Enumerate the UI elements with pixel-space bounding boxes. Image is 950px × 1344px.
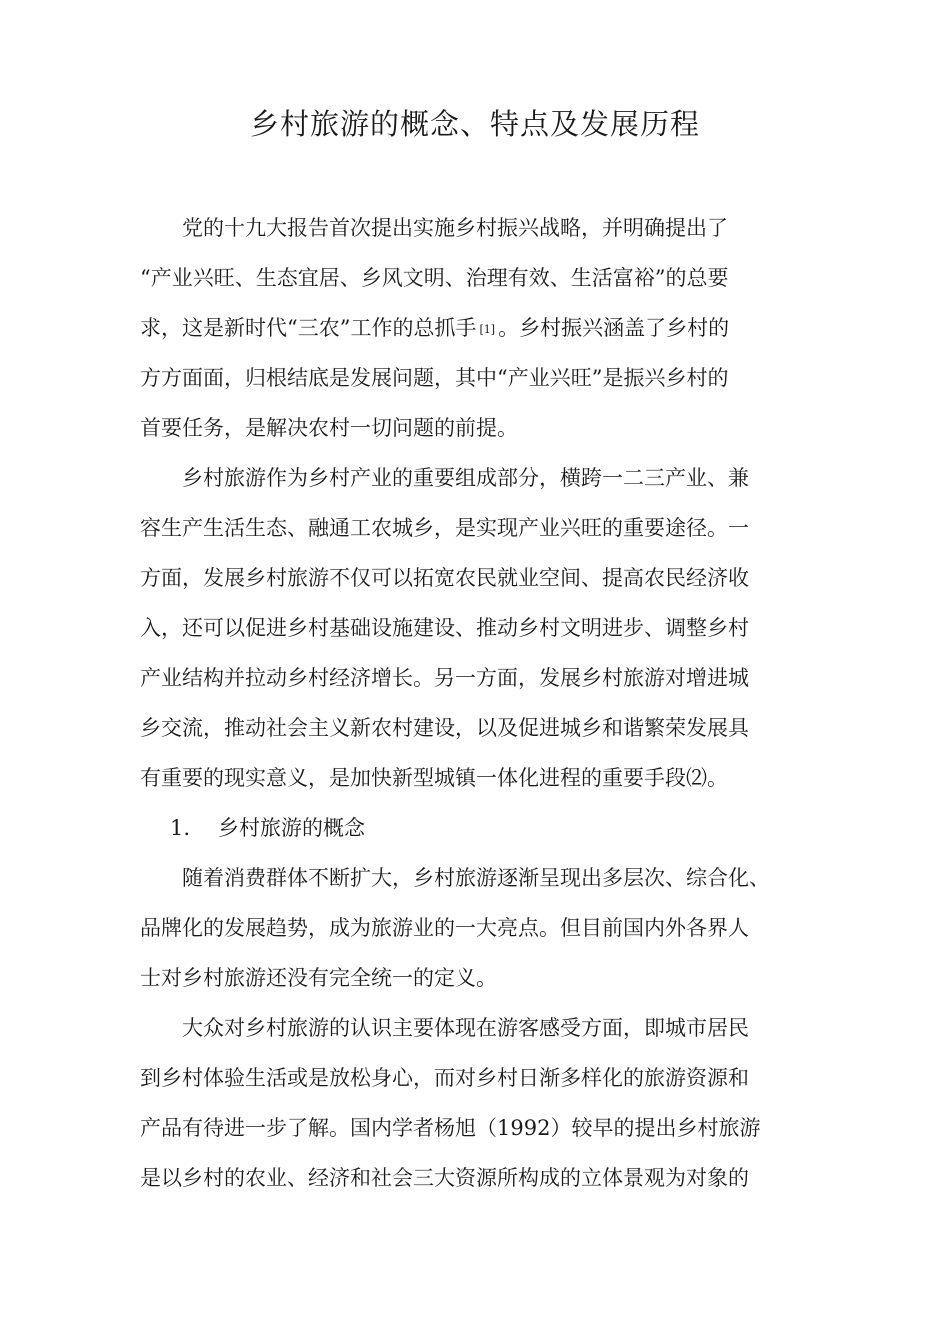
- paragraph-line: 乡交流，推动社会主义新农村建设，以及促进城乡和谐繁荣发展具: [140, 716, 749, 740]
- paragraph-line-with-footnote: [140, 303, 812, 353]
- paragraph-line: 乡村旅游作为乡村产业的重要组成部分，横跨一二三产业、兼: [182, 466, 749, 490]
- paragraph-line: 随着消费群体不断扩大，乡村旅游逐渐呈现出多层次、综合化、: [182, 866, 770, 890]
- paragraph-line: 有重要的现实意义，是加快新型城镇一体化进程的重要手段⑵。: [140, 766, 728, 790]
- footnote-marker: [1]: [479, 323, 496, 336]
- document-body: [140, 203, 812, 1203]
- paragraph-line: “产业兴旺、生态宜居、乡风文明、治理有效、生活富裕”的总要: [140, 266, 729, 290]
- paragraph-line: 党的十九大报告首次提出实施乡村振兴战略，并明确提出了: [182, 216, 728, 240]
- section-number: 1.: [170, 816, 191, 840]
- line-text: 求，这是新时代“三农”工作的总抓手: [140, 316, 477, 340]
- section-heading: [140, 803, 812, 853]
- line-text: 。乡村振兴涵盖了乡村的: [498, 316, 730, 340]
- paragraph-line: 首要任务，是解决农村一切问题的前提。: [140, 416, 518, 440]
- paragraph-line: 品牌化的发展趋势，成为旅游业的一大亮点。但目前国内外各界人: [140, 916, 749, 940]
- paragraph-line: 是以乡村的农业、经济和社会三大资源所构成的立体景观为对象的: [140, 1166, 749, 1190]
- paragraph-line: 到乡村体验生活或是放松身心，而对乡村日渐多样化的旅游资源和: [140, 1066, 749, 1090]
- paragraph-line: 入，还可以促进乡村基础设施建设、推动乡村文明进步、调整乡村: [140, 616, 749, 640]
- paragraph-line: 方方面面，归根结底是发展问题，其中“产业兴旺”是振兴乡村的: [140, 366, 729, 390]
- paragraph-line: 容生产生活生态、融通工农城乡，是实现产业兴旺的重要途径。一: [140, 516, 749, 540]
- paragraph-line: 方面，发展乡村旅游不仅可以拓宽农民就业空间、提高农民经济收: [140, 566, 749, 590]
- document-title: 乡村旅游的概念、特点及发展历程: [249, 107, 700, 141]
- paragraph-line: 产业结构并拉动乡村经济增长。另一方面，发展乡村旅游对增进城: [140, 666, 749, 690]
- section-title: 乡村旅游的概念: [218, 816, 365, 840]
- paragraph-line: 产品有待进一步了解。国内学者杨旭（1992）较早的提出乡村旅游: [140, 1116, 761, 1140]
- paragraph-line: 大众对乡村旅游的认识主要体现在游客感受方面，即城市居民: [182, 1016, 749, 1040]
- paragraph-line: 士对乡村旅游还没有完全统一的定义。: [140, 966, 497, 990]
